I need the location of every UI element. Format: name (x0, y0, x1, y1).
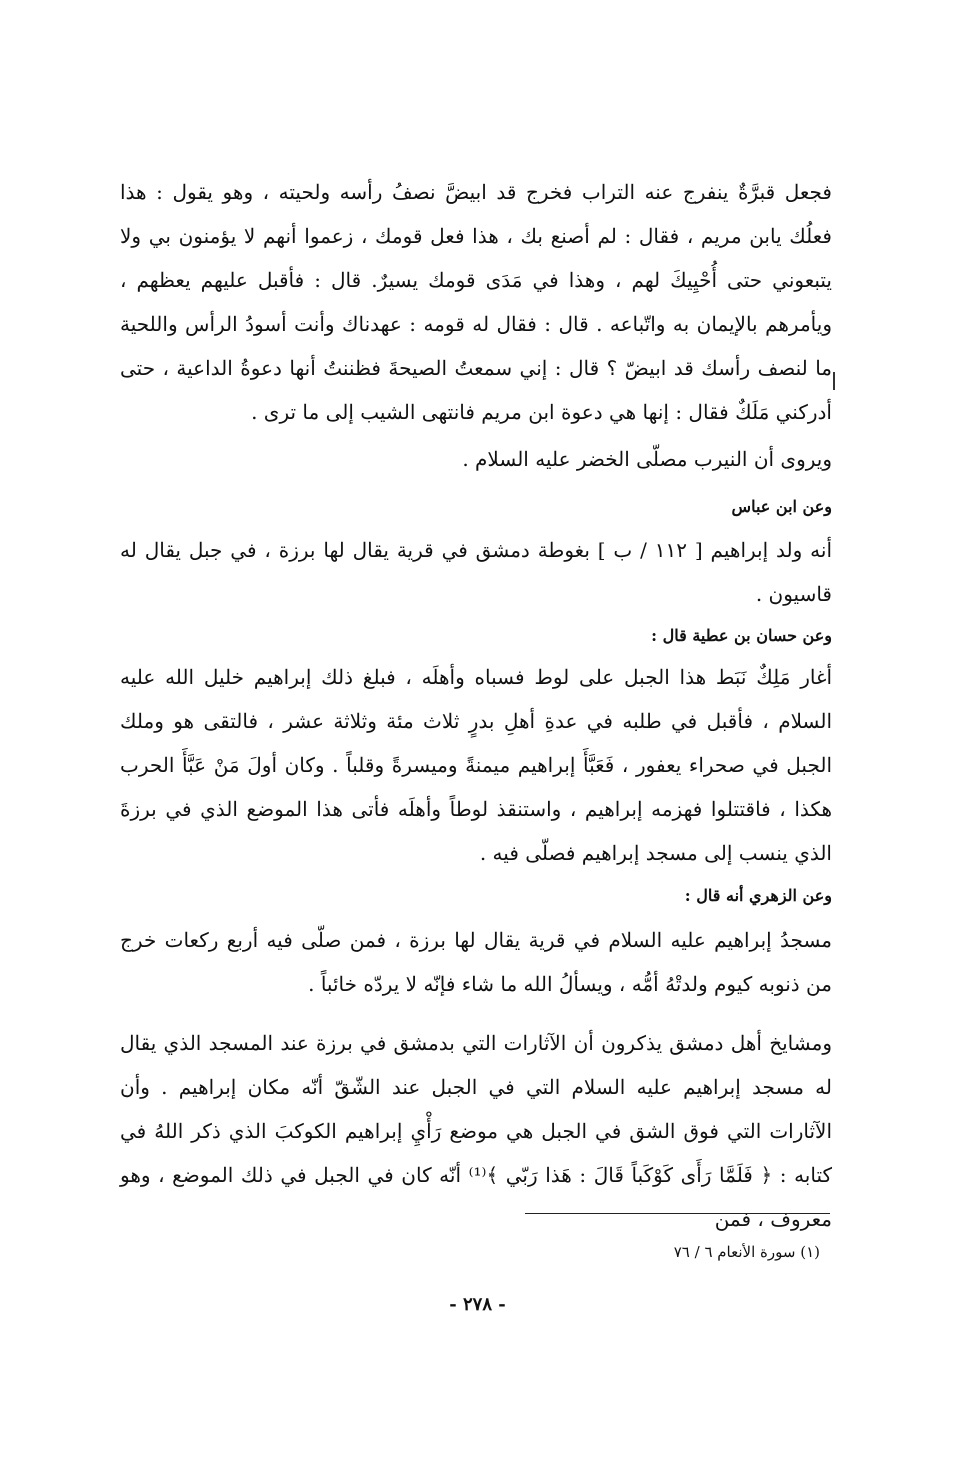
heading-text: وعن حسان بن عطية قال : (651, 626, 832, 645)
narrator-heading-zuhri (120, 882, 832, 910)
paragraph-text: ومشايخ أهل دمشق يذكرون أن الآثارات التي بدمشق في برزة عند المسجد الذي يقال له مسجد إبراهيم عليه السلام التي في الجبل عند الشّقّ أنّه مكان إبراهيم . وأن الآثارات التي فوق الشق في الجبل هي موضع رَأْيِ إبراهيم الكوكبَ الذي ذكر اللهُ في كتابه : ﴿ فَلَمَّا رَأَى كَوْكَباً قَالَ : هَذا رَبّي ﴾⁽¹⁾ أنّه كان في الجبل في ذلك الموضع ، وهو معروف ، فمن (120, 1031, 833, 1231)
paragraph-lut-raid (120, 655, 832, 875)
footnote-divider (525, 1213, 830, 1214)
paragraph-resurrection (120, 170, 832, 434)
paragraph-nirab (120, 437, 832, 481)
footnote: (١) سورة الأنعام ٦ / ٧٦ (673, 1243, 820, 1261)
paragraph-damascus-elders (120, 1021, 832, 1241)
narrator-heading-ibn-abbas (120, 493, 832, 521)
heading-text: وعن الزهري أنه قال : (684, 886, 832, 905)
page-number: - ٢٧٨ - (449, 1294, 506, 1315)
narrator-heading-hassan (120, 622, 832, 650)
paragraph-ibrahim-mosque (120, 918, 832, 1006)
paragraph-text: مسجدُ إبراهيم عليه السلام في قرية يقال لها برزة ، فمن صلّى فيه أربع ركعات خرج من ذنوبه كيوم ولدتْهُ أمُّه ، ويسألُ الله ما شاء فإنّه لا يردّه خائباً . (120, 928, 833, 996)
paragraph-text: ويروى أن النيرب مصلّى الخضر عليه السلام . (462, 447, 832, 471)
paragraph-text: أنه ولد إبراهيم [ ١١٢ / ب ] بغوطة دمشق في قرية يقال لها برزة ، في جبل يقال له قاسيون . (120, 538, 833, 606)
heading-text: وعن ابن عباس (731, 497, 832, 516)
paragraph-text: فجعل قبرَّةٌ ينفرج عنه التراب فخرج قد ابيضَّ نصفُ رأسه ولحيته ، وهو يقول : هذا فعلُك يابن مريم ، فقال : لم أصنع بك ، هذا فعل قومك ، زعموا أنهم لا يؤمنون بي ولا يتبعوني حتى أُحْيِيكَ لهم ، وهذا في مَدَى قومك يسيرٌ. قال : فأقبل عليهم يعظهم ، ويأمرهم بالإيمان به واتّباعه . قال : فقال له قومه : عهدناك وأنت أسودُ الرأس واللحية ما لنصف رأسك قد ابيضّ ؟ قال : إني سمعتُ الصيحةَ فظننتُ أنها دعوةُ الداعية ، حتى أدركني مَلَكٌ فقال : إنها هي دعوة ابن مريم فانتهى الشيب إلى ما ترى . (120, 180, 832, 424)
paragraph-text: أغار مَلِكٌ نَبَط هذا الجبل على لوط فسباه وأهلَه ، فبلغ ذلك إبراهيم خليل الله عليه السلام ، فأقبل في طلبه في عدةِ أهلِ بدرٍ ثلاث مئة وثلاثة عشر ، فالتقى هو وملك الجبل في صحراء يعفور ، فَعَبَّأَ إبراهيم ميمنةً وميسرةً وقلباً . وكان أولَ مَنْ عَبَّأَ الحرب هكذا ، فاقتتلوا فهزمه إبراهيم ، واستنقذ لوطاً وأهلَه فأتى هذا الموضع الذي في برزةَ الذي ينسب إلى مسجد إبراهيم فصلّى فيه . (120, 665, 832, 865)
margin-mark (833, 372, 835, 390)
paragraph-ibrahim-birth (120, 528, 832, 616)
